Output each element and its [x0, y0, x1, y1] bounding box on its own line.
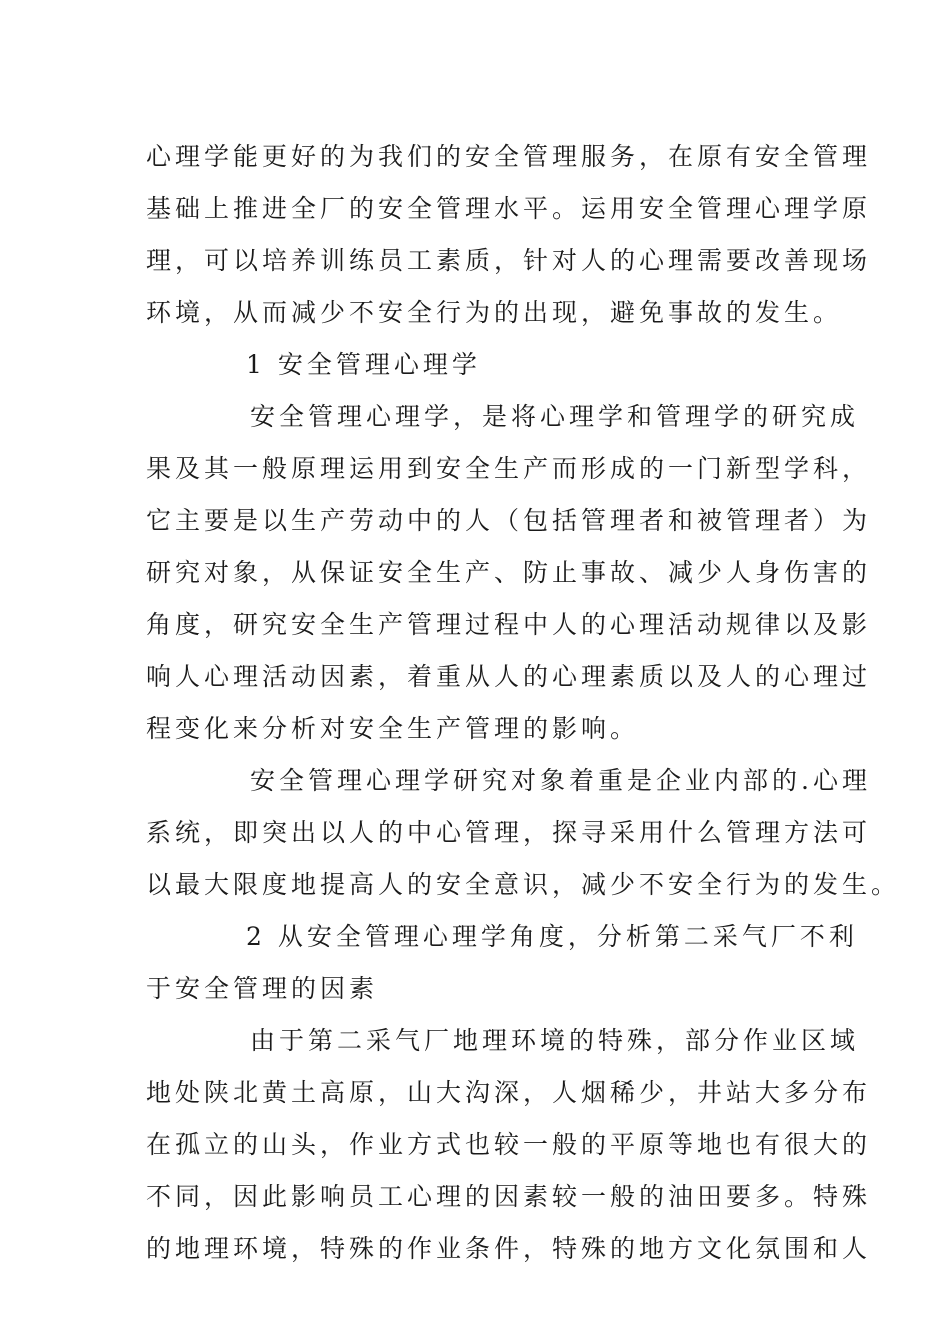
paragraph-line: 在孤立的山头，作业方式也较一般的平原等地也有很大的 [146, 1130, 872, 1159]
paragraph-line: 地处陕北黄土高原，山大沟深，人烟稀少，井站大多分布 [146, 1078, 872, 1107]
paragraph-line: 角度，研究安全生产管理过程中人的心理活动规律以及影 [146, 610, 872, 639]
paragraph-line: 以最大限度地提高人的安全意识，减少不安全行为的发生。 [146, 870, 901, 899]
paragraph-line: 研究对象，从保证安全生产、防止事故、减少人身伤害的 [146, 558, 872, 587]
paragraph-line: 由于第二采气厂地理环境的特殊，部分作业区域 [250, 1026, 860, 1055]
section-heading-2-continued: 于安全管理的因素 [146, 974, 379, 1003]
paragraph-line: 理，可以培养训练员工素质，针对人的心理需要改善现场 [146, 246, 872, 275]
paragraph-line: 果及其一般原理运用到安全生产而形成的一门新型学科， [146, 454, 872, 483]
paragraph-line: 系统，即突出以人的中心管理，探寻采用什么管理方法可 [146, 818, 872, 847]
paragraph-line: 基础上推进全厂的安全管理水平。运用安全管理心理学原 [146, 194, 872, 223]
section-heading-2: 2 从安全管理心理学角度，分析第二采气厂不利 [246, 922, 858, 951]
paragraph-line: 安全管理心理学，是将心理学和管理学的研究成 [250, 402, 860, 431]
paragraph-line: 响人心理活动因素，着重从人的心理素质以及人的心理过 [146, 662, 872, 691]
paragraph-line: 环境，从而减少不安全行为的出现，避免事故的发生。 [146, 298, 843, 327]
paragraph-line: 的地理环境，特殊的作业条件，特殊的地方文化氛围和人 [146, 1234, 872, 1263]
document-body [146, 131, 901, 1275]
paragraph-line: 它主要是以生产劳动中的人（包括管理者和被管理者）为 [146, 506, 872, 535]
section-heading-1: 1 安全管理心理学 [246, 350, 481, 379]
paragraph-line: 心理学能更好的为我们的安全管理服务，在原有安全管理 [146, 142, 872, 171]
paragraph-line: 程变化来分析对安全生产管理的影响。 [146, 714, 640, 743]
paragraph-line: 安全管理心理学研究对象着重是企业内部的.心理 [250, 766, 871, 795]
paragraph-line: 不同，因此影响员工心理的因素较一般的油田要多。特殊 [146, 1182, 872, 1211]
